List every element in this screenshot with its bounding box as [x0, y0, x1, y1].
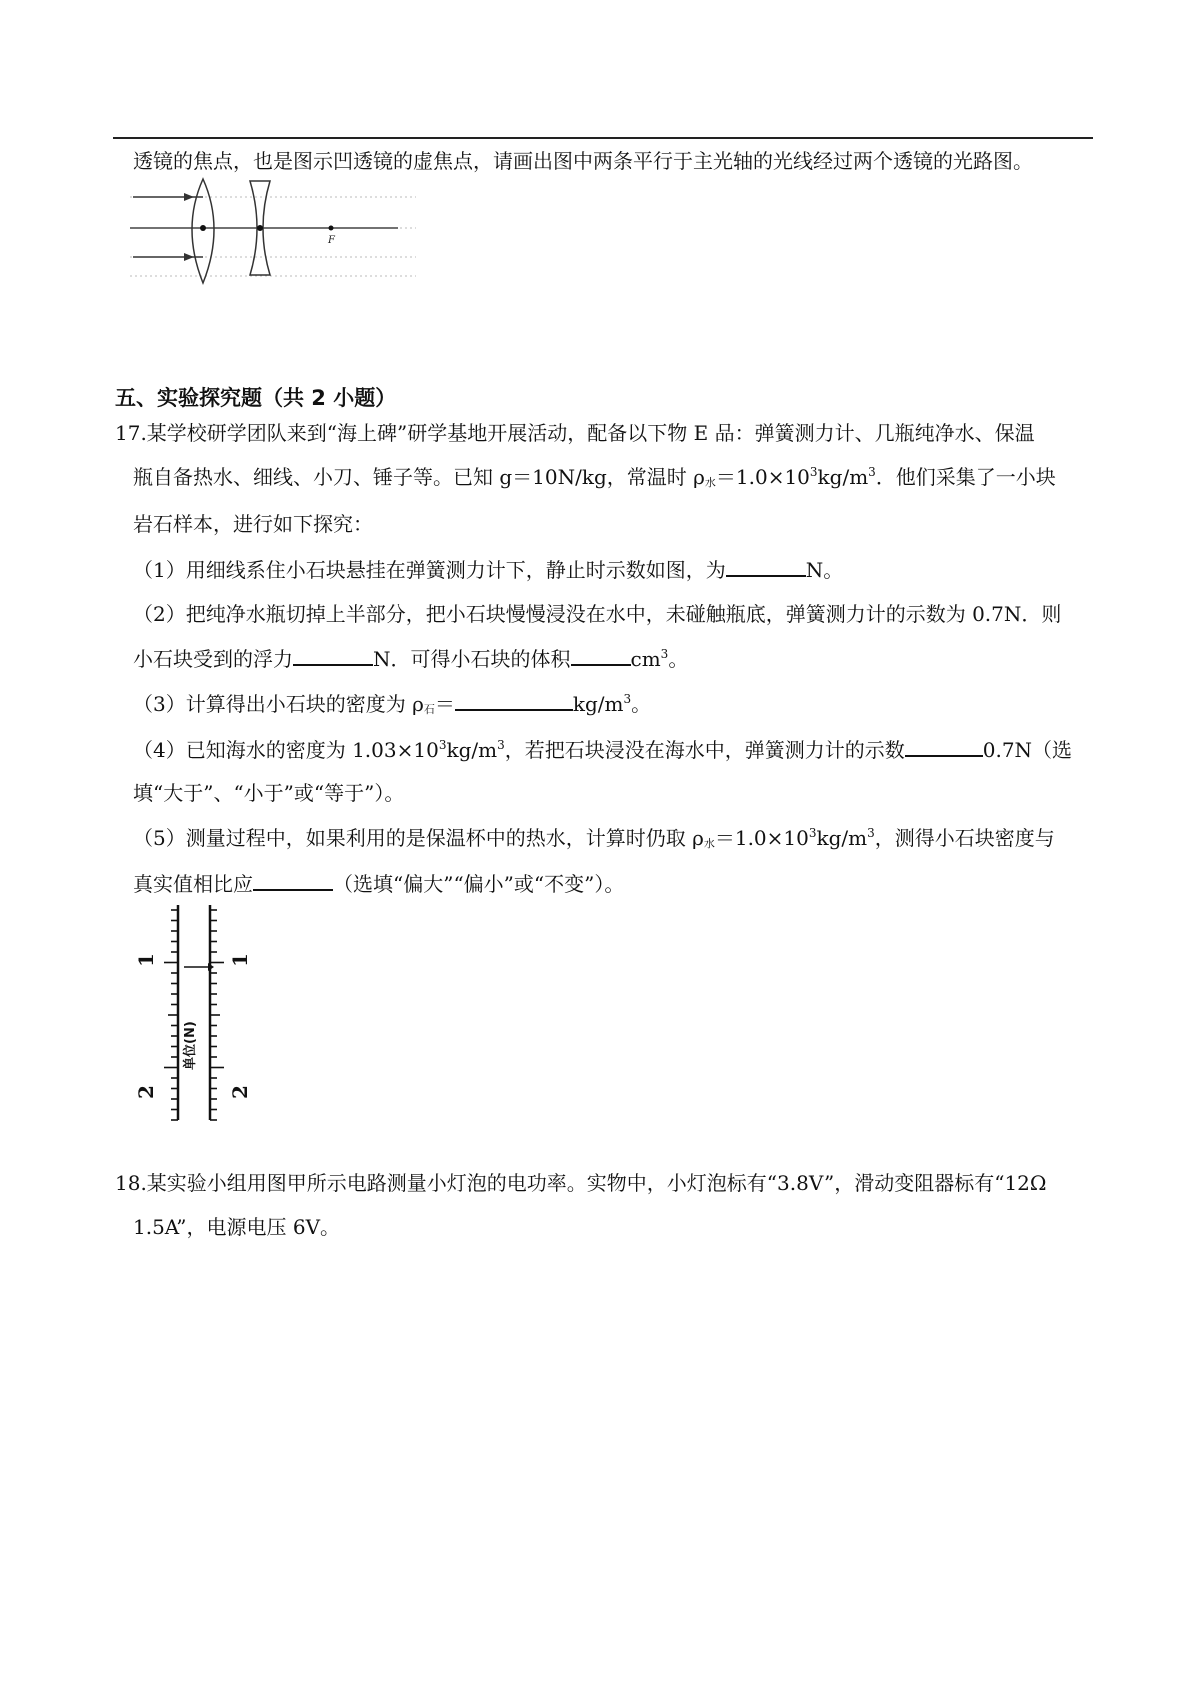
- answer-blank-3[interactable]: [571, 644, 631, 666]
- q16-text: 透镜的焦点，也是图示凹透镜的虚焦点，请画出图中两条平行于主光轴的光线经过两个透镜的光路图。: [133, 149, 1033, 173]
- section-heading: 五、实验探究题（共 2 小题）: [115, 386, 397, 410]
- q17-line-2: 瓶自备热水、细线、小刀、锤子等。已知 g＝10N/kg，常温时 $\rho_水=1.0\times 10^3kg/m^3$．他们采集了一小块: [133, 465, 1056, 489]
- focus-label: F: [328, 235, 335, 246]
- focus-point: [329, 226, 334, 231]
- q17-part-2-line-1: （2）把纯净水瓶切掉上半部分，把小石块慢慢浸没在水中，未碰触瓶底，弹簧测力计的示数为 0.7N．则: [133, 602, 1062, 626]
- q17-part-5-line-2: 真实值相比应 （选填“偏大”“偏小”或“不变”）。: [133, 869, 624, 898]
- lens-diagram: [128, 175, 418, 290]
- scale-label-one-left: 1: [134, 953, 158, 967]
- ray-arrow-bottom: [184, 253, 194, 261]
- spring-scale-figure: [128, 900, 273, 1125]
- answer-blank-1[interactable]: [726, 555, 806, 577]
- answer-blank-2[interactable]: [293, 644, 373, 666]
- scale-label-two-right: 2: [228, 1085, 252, 1099]
- scale-unit-label: 单位(N): [183, 1021, 198, 1070]
- q17-part-1: （1）用细线系住小石块悬挂在弹簧测力计下，静止时示数如图，为 N。: [133, 555, 843, 584]
- q17-line-3: 岩石样本，进行如下探究：: [133, 512, 373, 536]
- q17-part-3: （3）计算得出小石块的密度为 $\rho_石= kg/m^3$。: [133, 689, 651, 724]
- q17-part-4-line-1: （4）已知海水的密度为 $1.03\times 10^3kg/m^3$，若把石块浸没在海水中，弹簧测力计的示数 0.7N（选: [133, 735, 1072, 764]
- convex-lens-center: [200, 225, 206, 231]
- q18-line-1: 18.某实验小组用图甲所示电路测量小灯泡的电功率。实物中，小灯泡标有“3.8V”，滑动变阻器标有“12Ω: [115, 1171, 1047, 1195]
- q17-line-1: 17.某学校研学团队来到“海上碑”研学基地开展活动，配备以下物 E 品：弹簧测力计、几瓶纯净水、保温: [115, 421, 1035, 445]
- concave-lens-center: [257, 225, 263, 231]
- header-rule: [113, 137, 1093, 139]
- q18-line-2: 1.5A”，电源电压 6V。: [133, 1215, 341, 1239]
- q17-part-4-line-2: 填“大于”、“小于”或“等于”）。: [133, 781, 405, 805]
- scale-label-two-left: 2: [134, 1085, 158, 1099]
- answer-blank-6[interactable]: [253, 869, 333, 891]
- q17-part-2-line-2: 小石块受到的浮力 N．可得小石块的体积 $cm^3$。: [133, 644, 688, 673]
- answer-blank-5[interactable]: [905, 735, 983, 757]
- scale-label-one-right: 1: [228, 953, 252, 967]
- ray-arrow-top: [184, 193, 194, 201]
- answer-blank-4[interactable]: [455, 689, 573, 711]
- q17-part-5-line-1: （5）测量过程中，如果利用的是保温杯中的热水，计算时仍取 $\rho_水=1.0\times 10^3kg/m^3$，测得小石块密度与: [133, 826, 1055, 850]
